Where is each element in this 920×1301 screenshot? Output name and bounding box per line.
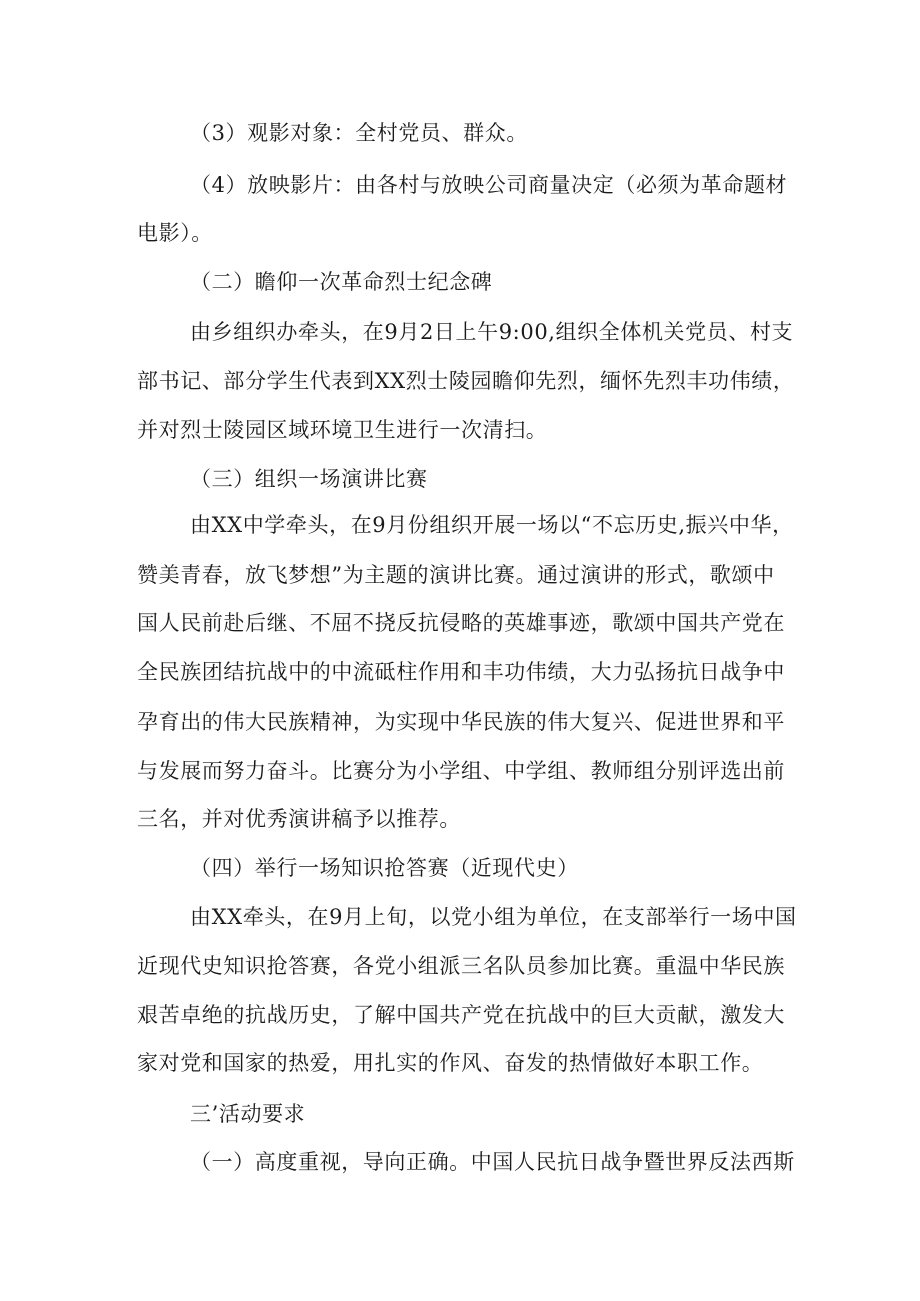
section-heading: （三）组织一场演讲比赛 xyxy=(190,467,428,491)
text-line: 并对烈士陵园区域环境卫生进行一次清扫。 xyxy=(137,418,548,442)
text-line: 全民族团结抗战中的中流砥柱作用和丰功伟绩，大力弘扬抗日战争中 xyxy=(137,660,785,684)
text-line: （3）观影对象：全村党员、群众。 xyxy=(190,121,528,145)
text-line: 部书记、部分学生代表到XX烈士陵园瞻仰先烈，缅怀先烈丰功伟绩， xyxy=(137,369,795,393)
section-heading: 三’活动要求 xyxy=(190,1102,306,1126)
text-line: 孕育出的伟大民族精神，为实现中华民族的伟大复兴、促进世界和平 xyxy=(137,710,785,734)
text-line: 三名，并对优秀演讲稿予以推荐。 xyxy=(137,807,461,831)
text-line: （4）放映影片：由各村与放映公司商量决定（必须为革命题材 xyxy=(190,173,788,197)
section-heading: （四）举行一场知识抢答赛（近现代史） xyxy=(190,856,579,880)
text-line: 国人民前赴后继、不屈不挠反抗侵略的英雄事迹，歌颂中国共产党在 xyxy=(137,611,785,635)
text-line: 由乡组织办牵头，在9月2日上午9:00,组织全体机关党员、村支 xyxy=(190,320,794,344)
text-line: 与发展而努力奋斗。比赛分为小学组、中学组、教师组分别评选出前 xyxy=(137,759,785,783)
text-line: （一）高度重视，导向正确。中国人民抗日战争暨世界反法西斯 xyxy=(190,1150,795,1174)
text-line: 赞美青春，放飞梦想”为主题的演讲比赛。通过演讲的形式，歌颂中 xyxy=(137,563,775,587)
text-line: 家对党和国家的热爱，用扎实的作风、奋发的热情做好本职工作。 xyxy=(137,1051,764,1075)
text-line: 由XX中学牵头，在9月份组织开展一场以“不忘历史,振兴中华， xyxy=(190,513,794,537)
text-line: 电影）。 xyxy=(137,221,213,245)
text-line: 近现代史知识抢答赛，各党小组派三名队员参加比赛。重温中华民族 xyxy=(137,954,785,978)
text-line: 由XX牵头，在9月上旬，以党小组为单位，在支部举行一场中国 xyxy=(190,905,797,929)
text-line: 艰苦卓绝的抗战历史，了解中国共产党在抗战中的巨大贡献，激发大 xyxy=(137,1003,785,1027)
section-heading: （二）瞻仰一次革命烈士纪念碑 xyxy=(190,270,493,294)
